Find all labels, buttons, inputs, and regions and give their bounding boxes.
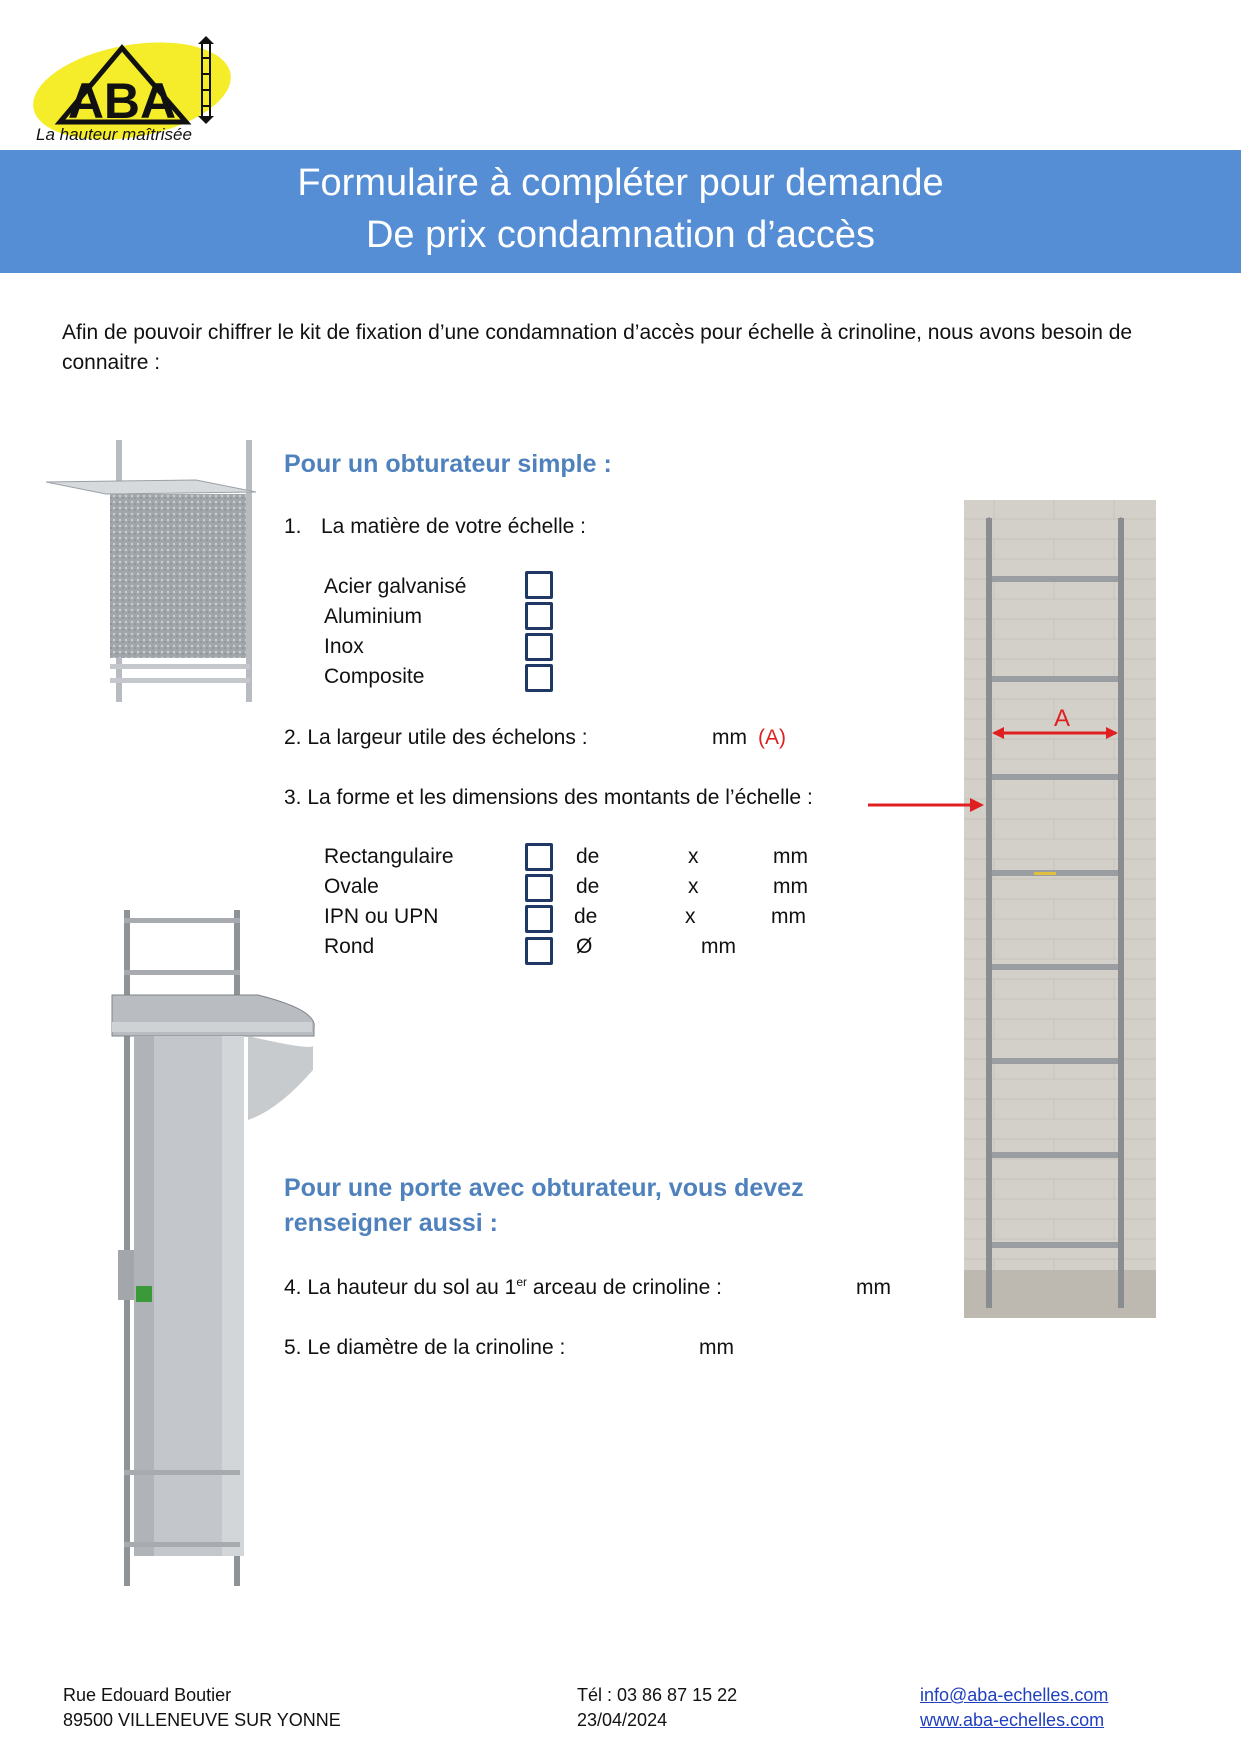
question-2-ref: (A) bbox=[758, 726, 786, 749]
shape-diameter-symbol: Ø bbox=[576, 935, 593, 958]
question-2-unit: mm bbox=[712, 726, 747, 749]
footer-tel: Tél : 03 86 87 15 22 bbox=[577, 1685, 738, 1705]
title-line-1: Formulaire à compléter pour demande bbox=[297, 162, 944, 204]
shape-x: x bbox=[688, 875, 699, 898]
footer-website-link[interactable]: www.aba-echelles.com bbox=[920, 1710, 1105, 1730]
section-heading-porte-1: Pour une porte avec obturateur, vous devez bbox=[284, 1174, 804, 1202]
section-heading-porte-2: renseigner aussi : bbox=[284, 1209, 498, 1237]
section-heading-simple: Pour un obturateur simple : bbox=[284, 450, 612, 478]
shape-label-rectangulaire: Rectangulaire bbox=[324, 845, 454, 868]
shape-x: x bbox=[685, 905, 696, 928]
footer-city: 89500 VILLENEUVE SUR YONNE bbox=[63, 1710, 341, 1730]
ladder-photo bbox=[964, 500, 1156, 1318]
shape-unit: mm bbox=[773, 845, 808, 868]
question-3-label: 3. La forme et les dimensions des montants de l’échelle : bbox=[284, 786, 813, 809]
logo-brand: ABA bbox=[67, 73, 177, 129]
checkbox-rectangulaire[interactable] bbox=[525, 843, 553, 871]
material-label-acier: Acier galvanisé bbox=[324, 575, 467, 598]
checkbox-ovale[interactable] bbox=[525, 874, 553, 902]
question-5-label: 5. Le diamètre de la crinoline : bbox=[284, 1336, 566, 1359]
shape-de: de bbox=[576, 875, 600, 898]
title-banner bbox=[0, 150, 1241, 273]
question-4-post: arceau de crinoline : bbox=[527, 1276, 722, 1299]
question-4-label bbox=[284, 1275, 722, 1300]
shape-unit: mm bbox=[771, 905, 806, 928]
shape-label-ovale: Ovale bbox=[324, 875, 379, 898]
question-4-pre: 4. La hauteur du sol au 1 bbox=[284, 1276, 517, 1299]
question-5-unit: mm bbox=[699, 1336, 734, 1359]
question-1-number: 1. bbox=[284, 515, 302, 538]
checkbox-ipn[interactable] bbox=[525, 905, 553, 933]
shape-de: de bbox=[574, 905, 598, 928]
title-line-2: De prix condamnation d’accès bbox=[365, 214, 876, 256]
question-4-sup: er bbox=[516, 1275, 528, 1289]
checkbox-inox[interactable] bbox=[525, 633, 553, 661]
checkbox-acier[interactable] bbox=[525, 571, 553, 599]
shape-x: x bbox=[688, 845, 699, 868]
shape-label-rond: Rond bbox=[324, 935, 375, 958]
checkbox-rond[interactable] bbox=[525, 937, 553, 965]
shape-unit: mm bbox=[701, 935, 736, 958]
footer-email-link[interactable]: info@aba-echelles.com bbox=[920, 1685, 1109, 1705]
logo-tagline: La hauteur maîtrisée bbox=[36, 125, 192, 144]
checkbox-composite[interactable] bbox=[525, 664, 553, 692]
material-label-composite: Composite bbox=[324, 665, 425, 688]
material-label-aluminium: Aluminium bbox=[324, 605, 423, 628]
intro-paragraph: Afin de pouvoir chiffrer le kit de fixation d’une condamnation d’accès pour échelle à crinoline, nous avons besoin de connaitre : bbox=[62, 321, 1133, 374]
footer-date: 23/04/2024 bbox=[577, 1710, 668, 1730]
shape-de: de bbox=[576, 845, 600, 868]
width-label-a: A bbox=[1053, 705, 1071, 732]
material-label-inox: Inox bbox=[324, 635, 364, 658]
question-1-label: La matière de votre échelle : bbox=[321, 515, 586, 538]
upright-pointer-arrow bbox=[868, 795, 984, 815]
shape-unit: mm bbox=[773, 875, 808, 898]
question-4-unit: mm bbox=[856, 1276, 891, 1299]
question-2-label: 2. La largeur utile des échelons : bbox=[284, 726, 588, 749]
shape-label-ipn: IPN ou UPN bbox=[324, 905, 439, 928]
simple-obturator-photo bbox=[46, 440, 258, 702]
aba-logo bbox=[30, 36, 235, 146]
door-obturator-photo bbox=[108, 910, 318, 1586]
footer-street: Rue Edouard Boutier bbox=[63, 1685, 232, 1705]
checkbox-aluminium[interactable] bbox=[525, 602, 553, 630]
